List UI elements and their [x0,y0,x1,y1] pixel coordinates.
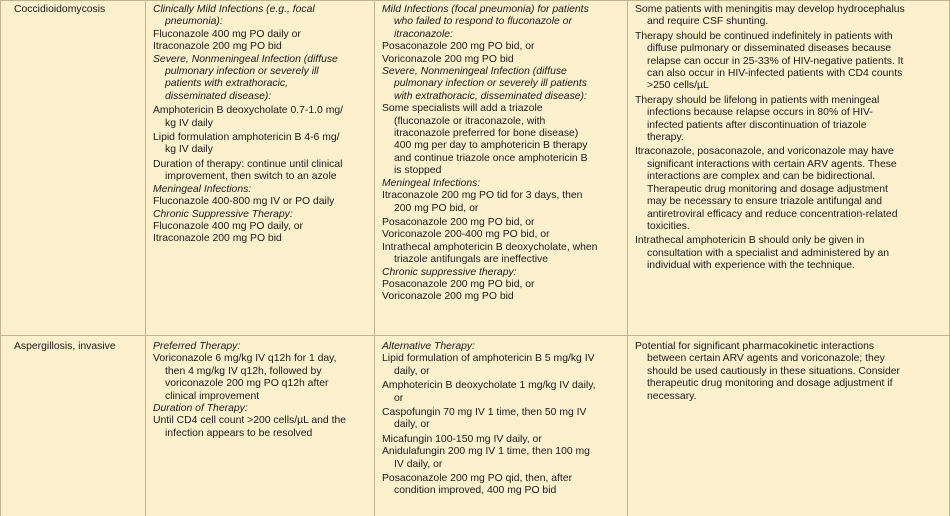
text-line: Itraconazole 200 mg PO bid [153,233,282,245]
text-line: Alternative Therapy: [382,341,475,352]
text-line: Lipid formulation amphotericin B 4-6 mg/ [153,132,340,144]
text-line: Clinically Mild Infections (e.g., focal [153,4,315,15]
text-line: pneumonia): [165,16,223,28]
text-line: Amphotericin B deoxycholate 1 mg/kg IV daily, [382,380,596,392]
text-line: Intrathecal amphotericin B deoxycholate, when [382,241,598,253]
text-line: Amphotericin B deoxycholate 0.7-1.0 mg/ [153,105,344,117]
text-line: and continue triazole once amphotericin B [394,152,588,164]
text-line: Fluconazole 400 mg PO daily, or [153,220,303,232]
text-line: Therapy should be continued indefinitely in patients with [635,30,893,42]
column-divider [374,0,375,516]
text-line: Intrathecal amphotericin B should only be given in [635,235,865,247]
text-line: between certain ARV agents and voriconazole; they [647,353,885,365]
text-line: Voriconazole 200-400 mg PO bid, or [382,229,550,241]
text-line: and require CSF shunting. [647,16,769,28]
text-line: significant interactions with certain ARV agents. These [647,158,897,170]
text-line: infection appears to be resolved [165,427,313,439]
text-line: antiretroviral efficacy and reduce concentration-related [647,208,898,220]
text-line: can also occur in HIV-infected patients with CD4 counts [647,68,903,80]
text-line: with extrathoracic, disseminated disease): [394,90,587,102]
text-line: Voriconazole 200 mg PO bid [382,53,514,65]
text-line: therapeutic drug monitoring and dosage adjustment if [647,378,893,390]
row-divider [0,335,950,336]
text-line: Voriconazole 6 mg/kg IV q12h for 1 day, [153,353,337,365]
text-line: Chronic suppressive therapy: [382,266,517,278]
text-line: toxicities. [647,220,690,232]
text-line: interactions are complex and can be bidirectional. [647,171,876,183]
text-line: daily, or [394,419,430,431]
text-line: Duration of therapy: continue until clinical [153,158,343,170]
text-line: Lipid formulation of amphotericin B 5 mg/kg IV [382,353,595,365]
text-line: who failed to respond to fluconazole or [394,16,572,28]
text-line: Micafungin 100-150 mg IV daily, or [382,433,542,445]
text-line: is stopped [394,165,442,177]
text-line: Posaconazole 200 mg PO bid, or [382,216,535,228]
text-line: Itraconazole 200 mg PO bid [153,41,282,53]
text-line: Itraconazole 200 mg PO tid for 3 days, then [382,190,583,202]
text-line: Mild Infections (focal pneumonia) for patients [382,4,589,15]
text-line: infections because relapse occurs in 80% of HIV- [647,107,873,119]
text-line: Chronic Suppressive Therapy: [153,208,293,220]
text-line: Posaconazole 200 mg PO bid, or [382,278,535,290]
text-line: pulmonary infection or severely ill [165,66,319,78]
table-top-rule [0,0,950,1]
text-line: then 4 mg/kg IV q12h, followed by [165,365,322,377]
text-line: 200 mg PO bid, or [394,202,479,214]
text-line: >250 cells/µL [647,80,709,92]
text-line: diffuse pulmonary or disseminated diseases because [647,43,892,55]
text-line: Duration of Therapy: [153,403,248,415]
text-line: disseminated disease): [165,90,272,102]
disease-cell [14,341,142,353]
comments-cell [635,341,947,403]
comments-cell [635,4,947,273]
text-line: triazole antifungals are ineffective [394,254,549,266]
alternative-therapy-cell [382,341,626,498]
text-line: itraconazole preferred for bone disease) [394,128,579,140]
disease-cell [14,4,142,16]
text-line: 400 mg per day to amphotericin B therapy [394,140,588,152]
alternative-therapy-cell [382,4,626,304]
text-line: Therapy should be lifelong in patients with meningeal [635,94,880,106]
text-line: IV daily, or [394,458,443,470]
text-line: improvement, then switch to an azole [165,171,337,183]
text-line: Fluconazole 400-800 mg IV or PO daily [153,196,335,208]
column-divider [145,0,146,516]
text-line: Meningeal Infections: [153,183,252,195]
text-line: may be necessary to ensure triazole antifungal and [647,196,883,208]
text-line: Voriconazole 200 mg PO bid [382,291,514,303]
text-line: daily, or [394,365,430,377]
text-line: voriconazole 200 mg PO q12h after [165,378,329,390]
text-line: itraconazole: [394,28,453,40]
text-line: should be used cautiously in these situations. Consider [647,365,900,377]
text-line: Potential for significant pharmacokinetic interactions [635,341,875,352]
text-line: or [394,392,404,404]
text-line: Until CD4 cell count >200 cells/µL and the [153,415,347,427]
text-line: consultation with a specialist and administered by an [647,247,890,259]
text-line: condition improved, 400 mg PO bid [394,485,557,497]
text-line: pulmonary infection or severely ill patients [394,78,587,90]
text-line: Therapeutic drug monitoring and dosage adjustment [647,183,888,195]
text-line: Caspofungin 70 mg IV 1 time, then 50 mg IV [382,407,587,419]
text-line: Fluconazole 400 mg PO daily or [153,28,301,40]
text-line: infected patients after discontinuation of triazole [647,119,867,131]
text-line: Anidulafungin 200 mg IV 1 time, then 100 mg [382,446,590,458]
text-line: Meningeal Infections: [382,177,481,189]
text-line: kg IV daily [165,144,213,156]
text-line: individual with experience with the technique. [647,260,855,272]
text-line: Some specialists will add a triazole [382,103,543,115]
text-line: Itraconazole, posaconazole, and voriconazole may have [635,146,894,158]
text-line: patients with extrathoracic, [165,78,289,90]
text-line: Posaconazole 200 mg PO bid, or [382,41,535,53]
text-line: clinical improvement [165,390,260,402]
text-line: Posaconazole 200 mg PO qid, then, after [382,473,573,485]
disease-name: Coccidioidomycosis [14,4,106,15]
text-line: therapy. [647,132,684,144]
text-line: Severe, Nonmeningeal Infection (diffuse [153,53,338,65]
primary-therapy-cell [153,341,373,440]
disease-name: Aspergillosis, invasive [14,341,116,352]
text-line: Some patients with meningitis may develop hydrocephalus [635,4,905,15]
primary-therapy-cell [153,4,373,246]
text-line: (fluconazole or itraconazole, with [394,115,546,127]
column-divider [627,0,628,516]
text-line: Preferred Therapy: [153,341,241,352]
text-line: relapse can occur in 25-33% of HIV-negative patients. It [647,55,904,67]
text-line: Severe, Nonmeningeal Infection (diffuse [382,66,567,78]
text-line: necessary. [647,390,697,402]
text-line: kg IV daily [165,117,213,129]
column-divider [0,0,1,516]
